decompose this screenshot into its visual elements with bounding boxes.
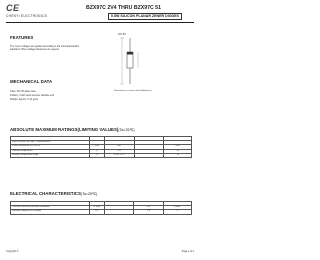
- package-label: DO-35: [118, 33, 126, 36]
- document-title: BZX97C 2V4 THRU BZX97C 51: [86, 5, 161, 11]
- document-subtitle: 0.5W SILICON PLANAR ZENER DIODES: [108, 13, 182, 20]
- table-cell: ℃: [164, 149, 192, 153]
- max-ratings-title: ABSOLUTE MAXIMUM RATINGS(LIMITING VALUES): [10, 127, 119, 132]
- electrical-title: ELECTRICAL CHARACTERISTICS: [10, 191, 81, 196]
- company-name: CHENYI ELECTRONICS: [6, 14, 47, 18]
- mechanical-list: [10, 90, 100, 102]
- table-cell: Forward voltage at IF=100mA: [11, 210, 90, 214]
- table-row: [11, 210, 192, 214]
- mechanical-item: Polarity: Color band denotes cathode end: [10, 94, 54, 97]
- table-cell: R th ja: [89, 206, 104, 210]
- mechanical-item: Weight: Approx. 0.13 gram: [10, 98, 39, 101]
- features-heading: FEATURES: [10, 35, 34, 40]
- table-cell: [134, 153, 164, 157]
- table-cell: Storage temperature range: [11, 153, 90, 157]
- table-cell: Power dissipation at Ta=25℃: [11, 145, 90, 149]
- max-ratings-condition: (Ta=25℃): [118, 128, 135, 132]
- electrical-table: [10, 201, 192, 215]
- mechanical-item: Case: DO-35 glass case: [10, 90, 36, 93]
- max-ratings-table: [10, 136, 192, 158]
- table-cell: [104, 210, 134, 214]
- table-cell: -65 to +175: [104, 153, 134, 157]
- cathode-band: [127, 52, 133, 55]
- table-cell: Junction temperature: [11, 149, 90, 153]
- page-footer: [6, 250, 194, 253]
- table-cell: ℃: [164, 153, 192, 157]
- mechanical-heading: MECHANICAL DATA: [10, 79, 53, 84]
- table-cell: Ptot: [89, 145, 104, 149]
- table-cell: VF: [89, 210, 104, 214]
- table-row: [11, 153, 192, 157]
- table-cell: Tj: [89, 149, 104, 153]
- header-divider: [6, 22, 194, 23]
- footer-page-number: Page 1 of 2: [181, 250, 194, 253]
- table-cell: Zener current see table "Characteristics": [11, 141, 90, 145]
- table-cell: K/mW: [163, 206, 191, 210]
- diode-outline-drawing: [108, 36, 168, 88]
- table-cell: 500: [104, 145, 134, 149]
- table-cell: 1.0: [134, 210, 164, 214]
- footer-copyright: Copyright ©: [6, 250, 19, 253]
- table-cell: 175: [104, 149, 134, 153]
- electrical-condition: (Ta=25℃): [80, 192, 98, 196]
- max-ratings-heading: [10, 127, 135, 132]
- table-cell: 0.3: [134, 206, 164, 210]
- table-cell: Ts: [89, 153, 104, 157]
- features-text: The zener voltages are graded according to the international E24 standard. Other voltage tolerances on request.: [10, 45, 79, 52]
- electrical-heading: [10, 191, 97, 196]
- table-cell: V: [163, 210, 191, 214]
- package-dimension-note: Dimensions in inches and (millimeters): [114, 90, 152, 92]
- table-cell: Thermal resistance junction to ambient: [11, 206, 90, 210]
- company-logo: CE: [6, 3, 20, 13]
- table-cell: mW: [164, 145, 192, 149]
